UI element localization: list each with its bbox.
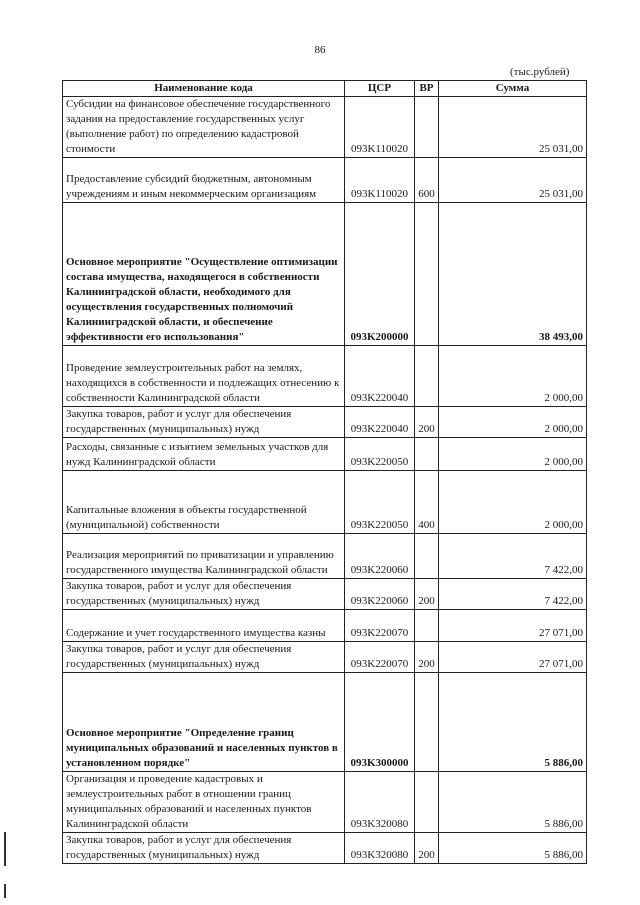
cell-vr xyxy=(415,346,439,407)
cell-vr xyxy=(415,610,439,642)
cell-vr: 600 xyxy=(415,158,439,203)
cell-amount: 5 886,00 xyxy=(439,772,587,833)
cell-name: Основное мероприятие "Осуществление оптимизации состава имущества, находящегося в собственности Калининградской области, необходимого для осуществления государственных полномочий Калининградской области, и обеспечение эффективности его использования" xyxy=(63,203,345,346)
cell-csr: 093K220040 xyxy=(345,346,415,407)
cell-amount: 7 422,00 xyxy=(439,534,587,579)
cell-csr: 093K110020 xyxy=(345,97,415,158)
cell-name: Проведение землеустроительных работ на землях, находящихся в собственности и подлежащих отнесению к собственности Калининградской области xyxy=(63,346,345,407)
table-header-row xyxy=(63,81,587,97)
header-amount: Сумма xyxy=(439,81,587,97)
page-number: 86 xyxy=(314,44,326,56)
table-row xyxy=(63,610,587,642)
table-row xyxy=(63,97,587,158)
cell-vr xyxy=(415,772,439,833)
cell-csr: 093K220060 xyxy=(345,579,415,610)
cell-csr: 093K220070 xyxy=(345,610,415,642)
cell-csr: 093K220060 xyxy=(345,534,415,579)
cell-amount: 2 000,00 xyxy=(439,438,587,471)
cell-amount: 2 000,00 xyxy=(439,346,587,407)
cell-name: Закупка товаров, работ и услуг для обеспечения государственных (муниципальных) нужд xyxy=(63,407,345,438)
cell-csr: 093K320080 xyxy=(345,833,415,864)
cell-name: Субсидии на финансовое обеспечение государственного задания на предоставление государственных услуг (выполнение работ) по определению кадастровой стоимости xyxy=(63,97,345,158)
cell-name: Закупка товаров, работ и услуг для обеспечения государственных (муниципальных) нужд xyxy=(63,642,345,673)
cell-amount: 2 000,00 xyxy=(439,471,587,534)
table-row xyxy=(63,833,587,864)
cell-amount: 38 493,00 xyxy=(439,203,587,346)
table-row xyxy=(63,673,587,772)
table-body xyxy=(63,97,587,864)
table-row xyxy=(63,158,587,203)
cell-amount: 27 071,00 xyxy=(439,642,587,673)
table-row xyxy=(63,471,587,534)
cell-amount: 7 422,00 xyxy=(439,579,587,610)
header-vr: ВР xyxy=(415,81,439,97)
cell-amount: 25 031,00 xyxy=(439,158,587,203)
cell-csr: 093K220070 xyxy=(345,642,415,673)
cell-csr: 093K220040 xyxy=(345,407,415,438)
cell-amount: 27 071,00 xyxy=(439,610,587,642)
cell-vr xyxy=(415,534,439,579)
table-row xyxy=(63,534,587,579)
cell-vr: 200 xyxy=(415,407,439,438)
header-csr: ЦСР xyxy=(345,81,415,97)
cell-name: Расходы, связанные с изъятием земельных участков для нужд Калининградской области xyxy=(63,438,345,471)
cell-vr xyxy=(415,673,439,772)
cell-name: Содержание и учет государственного имущества казны xyxy=(63,610,345,642)
units-label: (тыс.рублей) xyxy=(510,66,570,78)
cell-name: Основное мероприятие "Определение границ муниципальных образований и населенных пунктов в установленном порядке" xyxy=(63,673,345,772)
cell-vr xyxy=(415,97,439,158)
cell-amount: 2 000,00 xyxy=(439,407,587,438)
cell-vr xyxy=(415,203,439,346)
table-row xyxy=(63,642,587,673)
header-name: Наименование кода xyxy=(63,81,345,97)
budget-table xyxy=(62,80,587,864)
cell-vr: 200 xyxy=(415,833,439,864)
table-row xyxy=(63,579,587,610)
cell-amount: 5 886,00 xyxy=(439,673,587,772)
cell-name: Реализация мероприятий по приватизации и управлению государственного имущества Калининградской области xyxy=(63,534,345,579)
cell-csr: 093K200000 xyxy=(345,203,415,346)
table-row xyxy=(63,203,587,346)
cell-vr: 400 xyxy=(415,471,439,534)
cell-vr xyxy=(415,438,439,471)
table-row xyxy=(63,438,587,471)
table-row xyxy=(63,407,587,438)
cell-amount: 5 886,00 xyxy=(439,833,587,864)
cell-csr: 093K220050 xyxy=(345,471,415,534)
cell-csr: 093K320080 xyxy=(345,772,415,833)
cell-csr: 093K220050 xyxy=(345,438,415,471)
scan-edge-mark xyxy=(4,832,6,866)
scan-edge-mark xyxy=(4,884,6,898)
cell-vr: 200 xyxy=(415,642,439,673)
cell-amount: 25 031,00 xyxy=(439,97,587,158)
cell-name: Закупка товаров, работ и услуг для обеспечения государственных (муниципальных) нужд xyxy=(63,579,345,610)
table-row xyxy=(63,772,587,833)
cell-name: Организация и проведение кадастровых и землеустроительных работ в отношении границ муниципальных образований и населенных пунктов Калининградской области xyxy=(63,772,345,833)
cell-name: Предоставление субсидий бюджетным, автономным учреждениям и иным некоммерческим организациям xyxy=(63,158,345,203)
table-row xyxy=(63,346,587,407)
cell-vr: 200 xyxy=(415,579,439,610)
cell-csr: 093K300000 xyxy=(345,673,415,772)
cell-csr: 093K110020 xyxy=(345,158,415,203)
cell-name: Закупка товаров, работ и услуг для обеспечения государственных (муниципальных) нужд xyxy=(63,833,345,864)
cell-name: Капитальные вложения в объекты государственной (муниципальной) собственности xyxy=(63,471,345,534)
